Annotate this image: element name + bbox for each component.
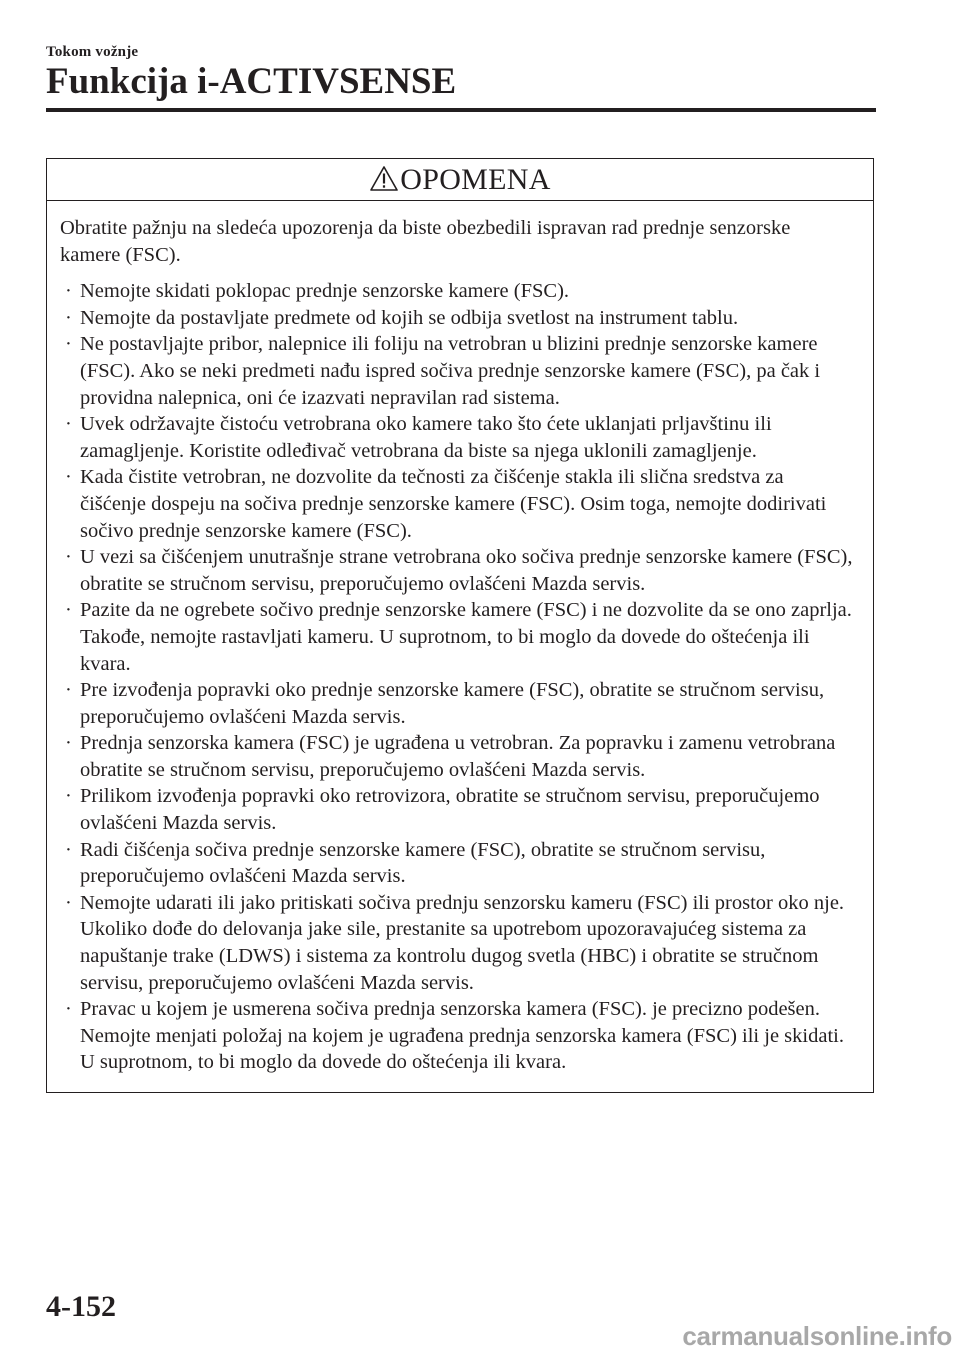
warning-list-item: [60, 996, 853, 1076]
warning-list-item: [60, 278, 853, 305]
bullet-icon: ·: [65, 785, 72, 808]
warning-list-item-text: Nemojte udarati ili jako pritiskati sočiva prednju senzorsku kameru (FSC) ili prostor oko nje. Ukoliko dođe do delovanja jake sile, prestanite sa upotrebom upozoravajućeg sistema za napuštanje trake (LDWS) i sistema za kontrolu dugog svetla (HBC) i obratite se stručnom servisu, preporučujemo ovlašćeni Mazda servis.: [80, 891, 845, 994]
bullet-icon: ·: [65, 998, 72, 1021]
warning-list-item: [60, 730, 853, 783]
warning-list-item-text: Pre izvođenja popravki oko prednje senzorske kamere (FSC), obratite se stručnom servisu, preporučujemo ovlašćeni Mazda servis.: [80, 679, 825, 728]
warning-title: OPOMENA: [400, 162, 551, 196]
warning-list-item-text: Nemojte da postavljate predmete od kojih se odbija svetlost na instrument tablu.: [80, 306, 739, 329]
warning-body: [47, 201, 873, 1076]
warning-list-item: [60, 597, 853, 677]
warning-list-item: [60, 677, 853, 730]
watermark: carmanualsonline.info: [682, 1321, 952, 1351]
warning-list-item-text: Ne postavljajte pribor, nalepnice ili foliju na vetrobran u blizini prednje senzorske kamere (FSC). Ako se neki predmeti nađu ispred sočiva prednje senzorske kamere (FSC), pa čak i providna nalepnica, oni će izazvati nepravilan rad sistema.: [80, 333, 821, 409]
bullet-icon: ·: [65, 466, 72, 489]
bullet-icon: ·: [65, 306, 72, 329]
warning-list-item-text: Nemojte skidati poklopac prednje senzorske kamere (FSC).: [80, 280, 570, 303]
warning-list-item-text: Prilikom izvođenja popravki oko retrovizora, obratite se stručnom servisu, preporučujemo ovlašćeni Mazda servis.: [80, 785, 820, 835]
bullet-icon: ·: [65, 546, 72, 569]
warning-list-item: [60, 411, 853, 464]
warning-list-item-text: Kada čistite vetrobran, ne dozvolite da tečnosti za čišćenje stakla ili slična sredstva za čišćenje dospeju na sočiva prednje senzorske kamere (FSC). Osim toga, nemojte dodirivati sočivo prednje senzorske kamere (FSC).: [80, 466, 827, 542]
warning-list-item-text: U vezi sa čišćenjem unutrašnje strane vetrobrana oko sočiva prednje senzorske kamere (FSC), obratite se stručnom servisu, preporučujemo ovlašćeni Mazda servis.: [80, 546, 853, 595]
warning-header: [47, 159, 873, 201]
bullet-icon: ·: [65, 838, 72, 861]
warning-list-item: [60, 890, 853, 996]
warning-list-item: [60, 544, 853, 597]
page-title: Funkcija i-ACTIVSENSE: [46, 61, 457, 102]
bullet-icon: ·: [65, 679, 72, 702]
warning-list-item: [60, 331, 853, 411]
title-divider: [46, 108, 876, 112]
warning-list-item-text: Pazite da ne ogrebete sočivo prednje senzorske kamere (FSC) i ne dozvolite da se ono zaprlja. Takođe, nemojte rastavljati kameru. U suprotnom, to bi moglo da dovede do oštećenja ili kvara.: [80, 599, 852, 675]
warning-list-item-text: Pravac u kojem je usmerena sočiva prednja senzorska kamera (FSC). je precizno podešen. Nemojte menjati položaj na kojem je ugrađena prednja senzorska kamera (FSC) ili je skidati. U suprotnom, to bi moglo da dovede do oštećenja ili kvara.: [80, 998, 844, 1074]
warning-list-item-text: Prednja senzorska kamera (FSC) je ugrađena u vetrobran. Za popravku i zamenu vetrobrana obratite se stručnom servisu, preporučujemo ovlašćeni Mazda servis.: [80, 732, 836, 781]
page-number: 4-152: [46, 1290, 116, 1323]
warning-list-item-text: Uvek održavajte čistoću vetrobrana oko kamere tako što ćete uklanjati prljavštinu ili zamagljenje. Koristite odleđivač vetrobrana da biste sa njega uklonili zamagljenje.: [80, 413, 772, 462]
warning-triangle-icon: [369, 165, 399, 192]
bullet-icon: ·: [65, 599, 72, 622]
warning-box: [46, 158, 874, 1093]
bullet-icon: ·: [65, 333, 72, 356]
warning-list-item-text: Radi čišćenja sočiva prednje senzorske kamere (FSC), obratite se stručnom servisu, preporučujemo ovlašćeni Mazda servis.: [80, 838, 766, 888]
section-label: Tokom vožnje: [46, 44, 139, 60]
bullet-icon: ·: [65, 280, 72, 303]
warning-intro: Obratite pažnju na sledeća upozorenja da biste obezbedili ispravan rad prednje senzorske kamere (FSC).: [60, 217, 791, 266]
bullet-icon: ·: [65, 413, 72, 436]
warning-list: [60, 278, 853, 1076]
warning-list-item: [60, 464, 853, 544]
bullet-icon: ·: [65, 732, 72, 755]
bullet-icon: ·: [65, 891, 72, 914]
warning-list-item: [60, 783, 853, 836]
warning-list-item: [60, 305, 853, 332]
warning-list-item: [60, 837, 853, 890]
